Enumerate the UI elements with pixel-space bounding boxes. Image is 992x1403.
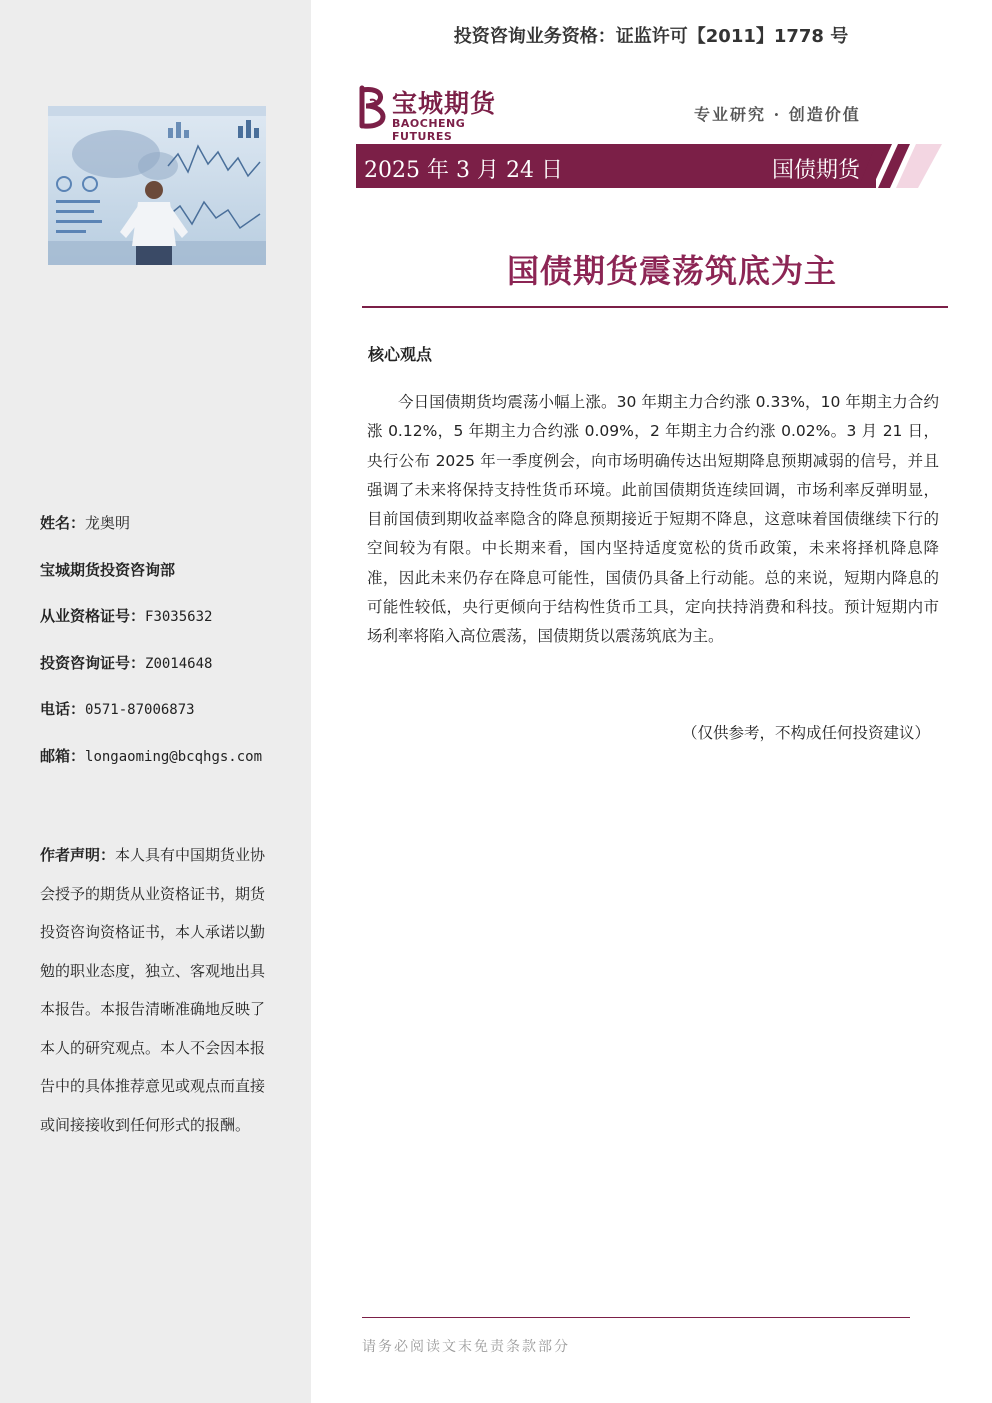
consulting-label: 投资咨询证号： bbox=[40, 654, 146, 672]
author-name-value: 龙奥明 bbox=[85, 514, 131, 532]
qualification-number bbox=[40, 605, 212, 626]
author-name-label: 姓名： bbox=[40, 514, 86, 532]
slogan: 专业研究 · 创造价值 bbox=[694, 105, 861, 124]
logo-chinese: 宝城期货 bbox=[392, 89, 497, 118]
author-department bbox=[40, 559, 175, 580]
footer-divider bbox=[362, 1317, 910, 1318]
hero-image bbox=[48, 106, 266, 265]
license-text: 投资咨询业务资格：证监许可【2011】1778 号 bbox=[453, 26, 849, 47]
title-divider bbox=[362, 306, 948, 308]
date-banner bbox=[356, 144, 876, 188]
department-text: 宝城期货投资咨询部 bbox=[40, 561, 176, 579]
core-view-body: 今日国债期货均震荡小幅上涨。30 年期主力合约涨 0.33%，10 年期主力合约涨 0.12%，5 年期主力合约涨 0.09%，2 年期主力合约涨 0.02%。3 月 21 日，央行公布 2025 年一季度例会，向市场明确传达出短期降息预期减弱的信号，并且强调了未来将保持支持性货币环境。此前国债期货连续回调，市场利率反弹明显，目前国债到期收益率隐含的降息预期接近于短期不降息，这意味着国债继续下行的空间较为有限。中长期来看，国内坚持适度宽松的货币政策，未来将择机降息降准，因此未来仍存在降息可能性，国债仍具备上行动能。总的来说，短期内降息的可能性较低，央行更倾向于结构性货币工具，定向扶持消费和科技。预计短期内市场利率将陷入高位震荡，国债期货以震荡筑底为主。 bbox=[367, 393, 939, 646]
disclaimer: （仅供参考，不构成任何投资建议） bbox=[681, 724, 930, 742]
company-logo bbox=[356, 84, 526, 143]
phone-label: 电话： bbox=[40, 700, 86, 718]
qualification-value: F3035632 bbox=[145, 609, 213, 625]
report-title: 国债期货震荡筑底为主 bbox=[506, 252, 837, 290]
consulting-value: Z0014648 bbox=[145, 656, 213, 672]
logo-english: BAOCHENG FUTURES bbox=[392, 117, 466, 143]
report-date: 2025 年 3 月 24 日 bbox=[364, 158, 563, 183]
qualification-label: 从业资格证号： bbox=[40, 607, 146, 625]
sidebar bbox=[0, 0, 311, 1403]
footer-note: 请务必阅读文末免责条款部分 bbox=[362, 1339, 570, 1355]
logo-mark-icon bbox=[356, 84, 390, 130]
core-view-heading: 核心观点 bbox=[368, 345, 433, 364]
email bbox=[40, 745, 262, 766]
report-category: 国债期货 bbox=[771, 158, 860, 183]
banner-stripes-icon bbox=[860, 144, 942, 188]
consulting-number bbox=[40, 652, 212, 673]
declaration-label: 作者声明： bbox=[40, 846, 116, 864]
author-declaration bbox=[40, 836, 275, 1144]
author-name bbox=[40, 512, 130, 533]
phone-value: 0571-87006873 bbox=[85, 702, 195, 718]
email-value[interactable]: longaoming@bcqhgs.com bbox=[85, 749, 263, 765]
email-label: 邮箱： bbox=[40, 747, 86, 765]
declaration-text: 本人具有中国期货业协会授予的期货从业资格证书，期货投资咨询资格证书，本人承诺以勤勉的职业态度，独立、客观地出具本报告。本报告清晰准确地反映了本人的研究观点。本人不会因本报告中的具体推荐意见或观点而直接或间接接收到任何形式的报酬。 bbox=[40, 846, 266, 1134]
phone bbox=[40, 698, 195, 719]
